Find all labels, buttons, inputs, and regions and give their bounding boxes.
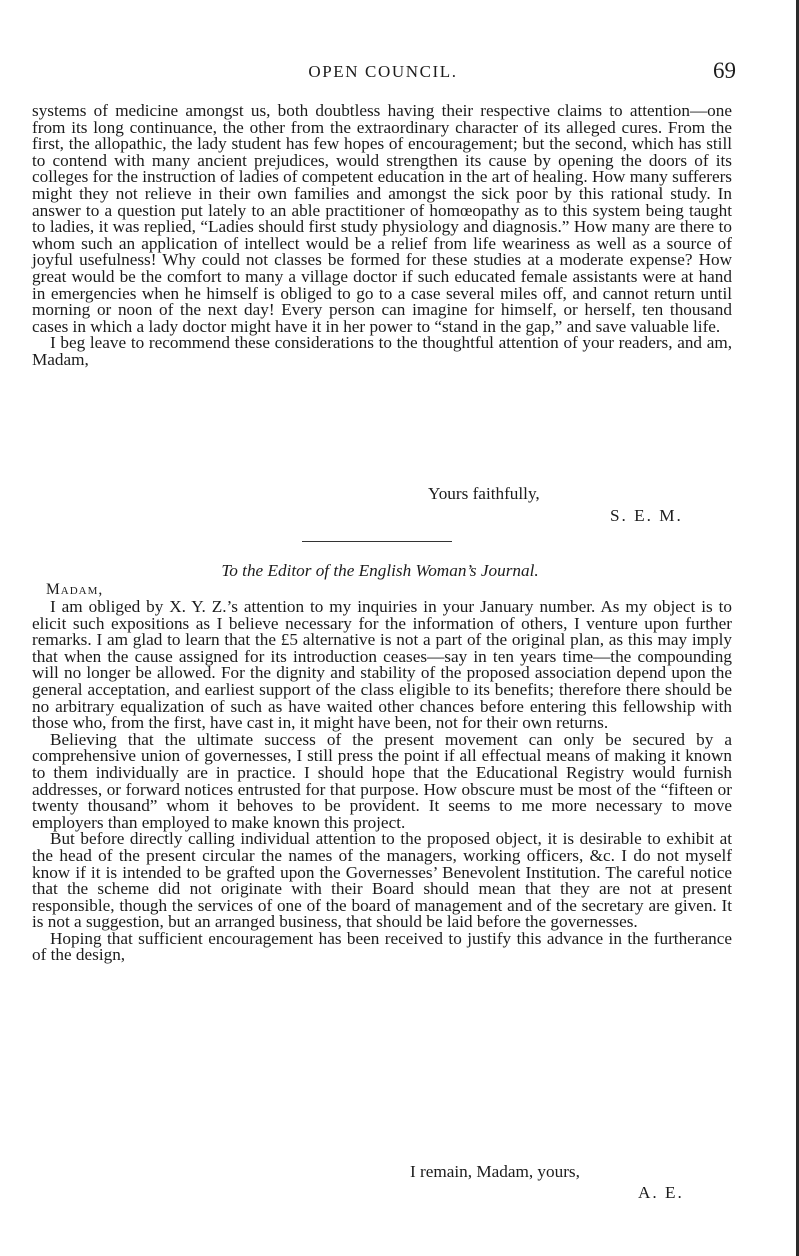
letter-2-paragraph: I am obliged by X. Y. Z.’s attention to my inquiries in your January number. As my object is to elicit such expositions as I believe necessary for the information of others, I venture upon further remarks. I am glad to learn that the £5 alternative is not a part of the original plan, as this may imply that when the cause assigned for its introduction ceases—say in ten years time—the compounding will no longer be allowed. For the dignity and stability of the proposed association depend upon the general acceptation, and earliest support of the class eligible to its benefits; therefore there should be no arbitrary equalization of such as have waited other chances before entering this fellowship with those who, from the first, have cast in, it might have been, not for their own returns.: [32, 597, 732, 733]
letter-2-heading: To the Editor of the English Woman’s Journal.: [221, 561, 539, 580]
letter-1-closing: Yours faithfully,: [428, 484, 540, 503]
page-number: 69: [713, 58, 736, 83]
letter-1-paragraph: systems of medicine amongst us, both doubtless having their respective claims to attention—one from its long continuance, the other from the extraordinary character of its alleged cures. From the first, the allopathic, the lady student has few hopes of encouragement; but the second, which has still to contend with many ancient prejudices, would strengthen its cause by opening the doors of its colleges for the instruction of ladies of competent education in the art of healing. How many sufferers might they not relieve in their own families and amongst the sick poor by this rational study. In answer to a question put lately to an able practitioner of homœopathy as to this system being taught to ladies, it was replied, “Ladies should first study physiology and diagnosis.” How many are there to whom such an application of intellect would be a relief from life weariness as well as a source of joyful usefulness! Why could not classes be formed for these studies at a moderate expense? How great would be the comfort to many a village doctor if such educated female assistants were at hand in emergencies when he himself is obliged to go to a case several miles off, and cannot return until morning or noon of the next day! Every person can imagine for himself, or herself, ten thousand cases in which a lady doctor might have it in her power to “stand in the gap,” and save valuable life.: [32, 101, 732, 336]
section-divider: [302, 541, 452, 542]
letter-2-body: [32, 599, 732, 964]
letter-1-signature: S. E. M.: [610, 506, 683, 525]
letter-1-paragraph: I beg leave to recommend these considerations to the thoughtful attention of your readers, and am, Madam,: [32, 333, 732, 369]
letter-1-body: [32, 103, 732, 369]
running-head: OPEN COUNCIL.: [308, 62, 458, 81]
letter-2-paragraph: But before directly calling individual attention to the proposed object, it is desirable to exhibit at the head of the present circular the names of the managers, working officers, &c. I do not myself know if it is intended to be grafted upon the Governesses’ Benevolent Institution. The careful notice that the scheme did not originate with their Board should mean that they are not at present responsible, though the services of one of the board of management and of the secretary are given. It is not a suggestion, but an arranged business, that should be laid before the governesses.: [32, 829, 732, 932]
page-header: [30, 58, 736, 86]
letter-2-paragraph: Believing that the ultimate success of the present movement can only be secured by a comprehensive union of governesses, I still press the point if all effectual means of making it known to them individually are in practice. I should hope that the Educational Registry would furnish addresses, or forward notices entrusted for that purpose. How obscure must be most of the “fifteen or twenty thousand” whom it behoves to be provident. It seems to me more necessary to move employers than employed to make known this project.: [32, 729, 732, 832]
letter-2-closing: I remain, Madam, yours,: [410, 1162, 580, 1181]
letter-2-signature: A. E.: [638, 1183, 684, 1202]
letter-2-paragraph: Hoping that sufficient encouragement has been received to justify this advance in the furtherance of the design,: [32, 928, 732, 965]
letter-2-salutation: Madam,: [46, 581, 104, 598]
